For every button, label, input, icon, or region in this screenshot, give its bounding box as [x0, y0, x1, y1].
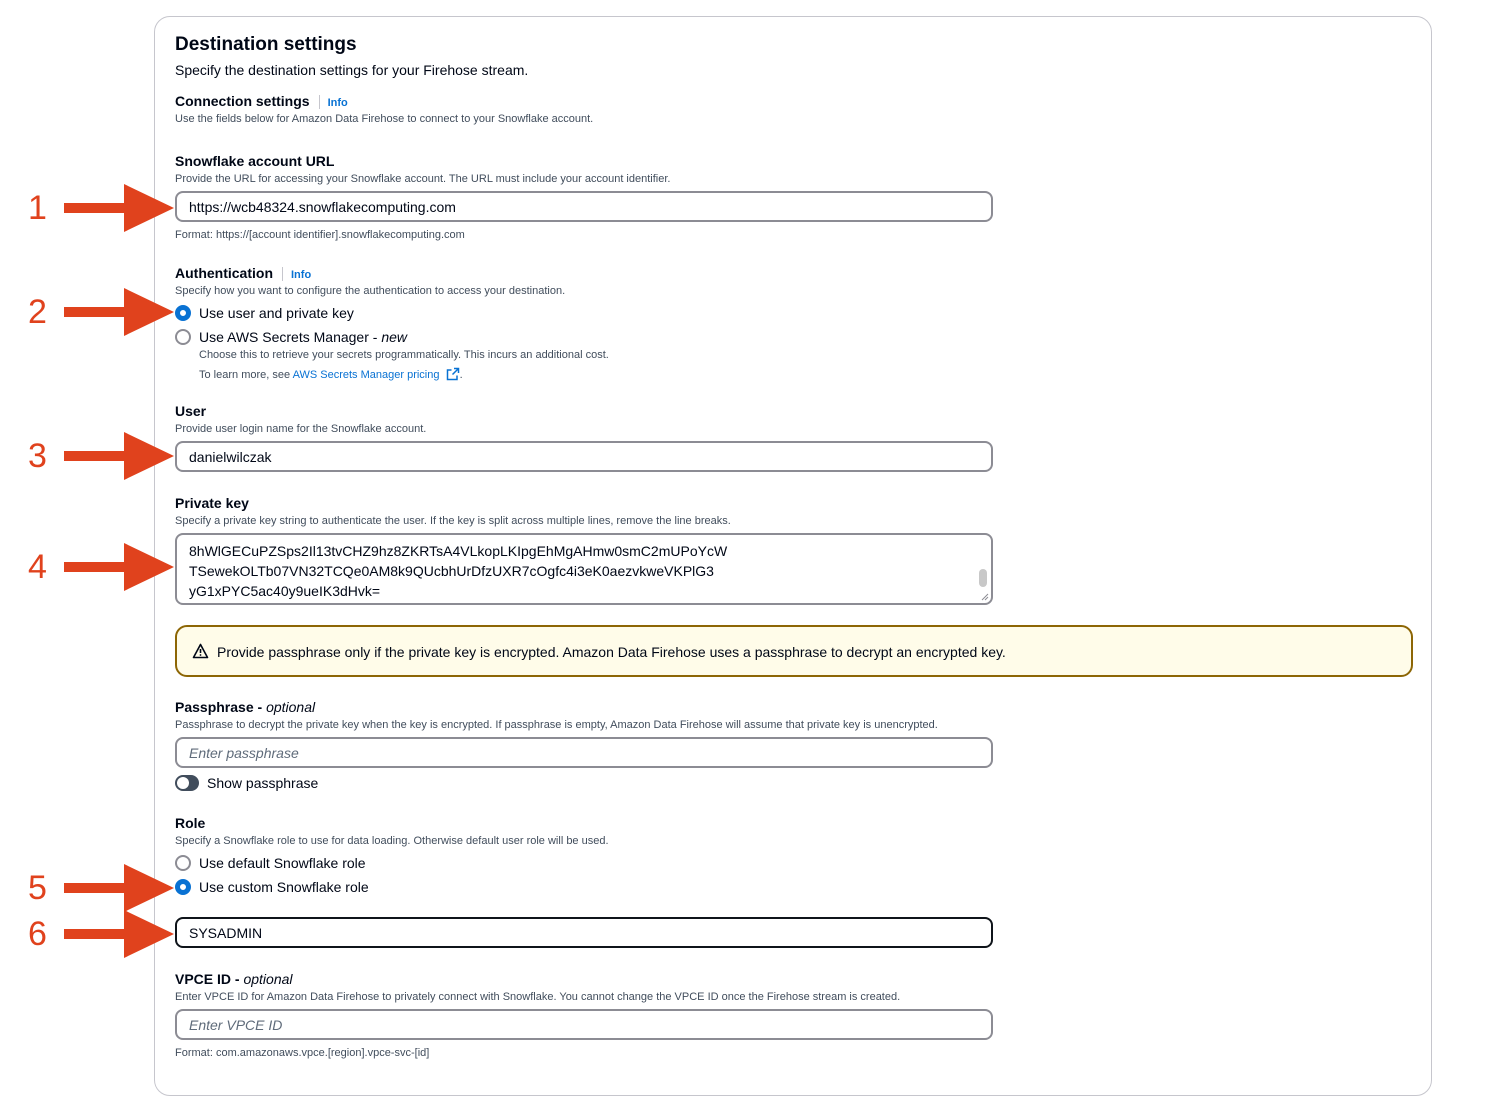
authentication-info-link[interactable]: Info [291, 269, 312, 281]
authentication-description: Specify how you want to configure the authentication to access your destination. [175, 285, 566, 297]
learn-more-suffix: . [459, 369, 463, 381]
passphrase-label [175, 699, 315, 715]
vpce-label [175, 971, 293, 987]
resize-handle-icon[interactable] [981, 593, 989, 601]
account-url-description: Provide the URL for accessing your Snowflake account. The URL must include your account identifier. [175, 173, 671, 185]
account-url-label: Snowflake account URL [175, 153, 335, 169]
user-input[interactable] [175, 441, 993, 472]
passphrase-label-text: Passphrase - [175, 699, 267, 715]
radio-user-private-key[interactable] [175, 305, 191, 321]
private-key-line: yG1xPYC5ac40y9ueIK3dHvk= [189, 583, 381, 599]
secrets-manager-label-text: Use AWS Secrets Manager - [199, 329, 382, 345]
user-description: Provide user login name for the Snowflake account. [175, 423, 427, 435]
vpce-optional-tag: optional [243, 971, 293, 987]
secrets-manager-new-tag: new [381, 329, 408, 345]
authentication-header [175, 265, 311, 283]
show-passphrase-label[interactable]: Show passphrase [207, 775, 319, 791]
connection-settings-heading: Connection settings [175, 93, 310, 109]
passphrase-input[interactable] [175, 737, 993, 768]
annotation-number-4: 4 [28, 548, 47, 586]
role-description: Specify a Snowflake role to use for data loading. Otherwise default user role will be used. [175, 835, 609, 847]
connection-info-link[interactable]: Info [327, 97, 348, 109]
account-url-input[interactable] [175, 191, 993, 222]
vpce-label-text: VPCE ID - [175, 971, 244, 987]
private-key-textarea[interactable] [175, 533, 993, 605]
annotation-arrow-2 [62, 286, 176, 338]
radio-user-private-key-label[interactable]: Use user and private key [199, 305, 354, 321]
secrets-manager-description: Choose this to retrieve your secrets programmatically. This incurs an additional cost. [199, 349, 609, 361]
vpce-input[interactable] [175, 1009, 993, 1040]
role-label: Role [175, 815, 206, 831]
private-key-description: Specify a private key string to authenticate the user. If the key is split across multiple lines, remove the line breaks. [175, 515, 731, 527]
radio-custom-role[interactable] [175, 879, 191, 895]
warning-icon [192, 643, 209, 659]
divider [319, 95, 320, 109]
radio-custom-role-label[interactable]: Use custom Snowflake role [199, 879, 369, 895]
annotation-arrow-1 [62, 182, 176, 234]
learn-more-prefix: To learn more, see [199, 369, 293, 381]
radio-default-role-label[interactable]: Use default Snowflake role [199, 855, 366, 871]
radio-secrets-manager-label[interactable] [199, 329, 407, 345]
section-title: Destination settings [175, 34, 357, 55]
vpce-description: Enter VPCE ID for Amazon Data Firehose to privately connect with Snowflake. You cannot change the VPCE ID once the Firehose stream is created. [175, 991, 901, 1003]
private-key-label: Private key [175, 495, 249, 511]
annotation-arrow-3 [62, 430, 176, 482]
alert-text: Provide passphrase only if the private key is encrypted. Amazon Data Firehose uses a passphrase to decrypt an encrypted key. [217, 644, 1006, 660]
annotation-number-5: 5 [28, 869, 47, 907]
annotation-number-1: 1 [28, 189, 47, 227]
passphrase-description: Passphrase to decrypt the private key when the key is encrypted. If passphrase is empty, Amazon Data Firehose will assume that private key is unencrypted. [175, 719, 938, 731]
secrets-learn-more [199, 367, 463, 381]
annotation-number-6: 6 [28, 915, 47, 953]
section-description: Specify the destination settings for your Firehose stream. [175, 62, 529, 78]
show-passphrase-toggle[interactable] [175, 775, 199, 791]
passphrase-warning-alert [175, 625, 1413, 677]
secrets-pricing-link[interactable]: AWS Secrets Manager pricing [292, 369, 440, 381]
radio-secrets-manager[interactable] [175, 329, 191, 345]
account-url-format-hint: Format: https://[account identifier].snowflakecomputing.com [175, 229, 465, 241]
radio-default-role[interactable] [175, 855, 191, 871]
connection-description: Use the fields below for Amazon Data Firehose to connect to your Snowflake account. [175, 113, 594, 125]
external-link-icon[interactable] [446, 367, 460, 381]
textarea-scrollbar[interactable] [979, 569, 987, 587]
user-label: User [175, 403, 207, 419]
toggle-knob [177, 777, 189, 789]
authentication-label: Authentication [175, 265, 273, 281]
private-key-line: TSewekOLTb07VN32TCQe0AM8k9QUcbhUrDfzUXR7cOgfc4i3eK0aezvkweVKPlG3 [189, 563, 714, 579]
vpce-format-hint: Format: com.amazonaws.vpce.[region].vpce-svc-[id] [175, 1047, 430, 1059]
annotation-arrow-5 [62, 862, 176, 914]
annotation-arrow-6 [62, 908, 176, 960]
custom-role-input[interactable] [175, 917, 993, 948]
annotation-number-2: 2 [28, 293, 47, 331]
private-key-line: 8hWlGECuPZSps2Il13tvCHZ9hz8ZKRTsA4VLkopLKIpgEhMgAHmw0smC2mUPoYcW [189, 543, 728, 559]
connection-settings-header [175, 93, 348, 111]
private-key-lines [189, 541, 727, 601]
divider [282, 267, 283, 281]
passphrase-optional-tag: optional [266, 699, 316, 715]
annotation-arrow-4 [62, 541, 176, 593]
annotation-number-3: 3 [28, 437, 47, 475]
